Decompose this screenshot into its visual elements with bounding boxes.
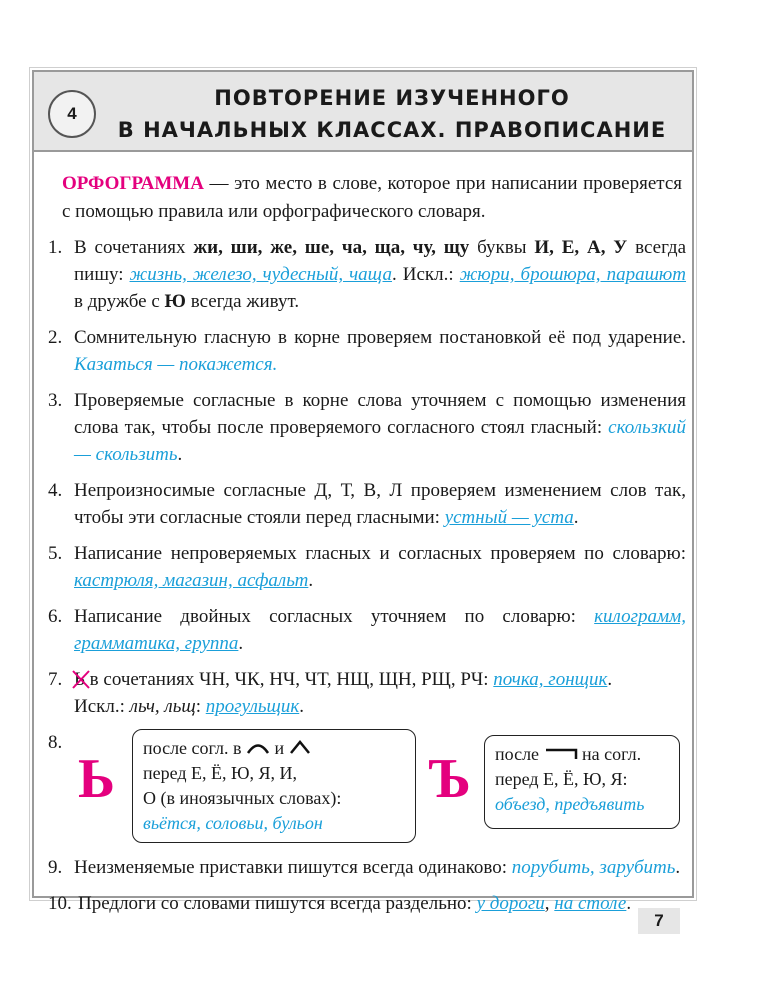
rule-number: 4. [48,480,63,501]
rule-text: Написание двойных согласных уточняем по словарю: [74,606,595,627]
example: килограмм, грамматика, группа [74,606,686,654]
hard-sign-box [484,735,680,829]
title-line-1: ПОВТОРЕНИЕ ИЗУЧЕННОГО [214,86,570,110]
rule-5 [48,540,686,594]
exception-combos: льч, льщ [129,696,196,717]
example: устный — уста [444,507,574,528]
rule-2 [48,324,686,378]
example: скользкий — скользить [74,417,686,465]
cross-mark-icon [72,668,90,690]
example: Казаться — покажется. [74,354,278,375]
punctuation: : [195,696,206,717]
card-header [34,72,692,152]
definition-paragraph [62,170,682,226]
rule-number: 2. [48,327,63,348]
box-text: после согл. в [143,738,242,758]
rules-list [48,234,686,926]
rule-9 [48,854,686,881]
rule-number: 1. [48,237,63,258]
box-text: после [495,744,540,764]
exceptions-label: Искл.: [74,696,130,717]
title-line-2: В НАЧАЛЬНЫХ КЛАССАХ. ПРАВОПИСАНИЕ [117,118,667,142]
term: ОРФОГРАММА [62,173,204,194]
letter-combos: жи, ши, же, ше, ча, ща, чу, щу [193,237,470,258]
rule-3 [48,387,686,468]
hard-line-1 [495,742,669,767]
example: на столе [554,893,627,914]
example: почка, гонщик [493,669,608,690]
rule-text: Непроизносимые согласные Д, Т, В, Л проверяем изменением слов так, чтобы эти согласные стояли перед гласными: [74,480,686,528]
vowel-letters: И, Е, А, У [534,237,628,258]
page-number: 7 [638,908,680,934]
rule-1 [48,234,686,315]
rule-4 [48,477,686,531]
crossed-soft-sign [74,666,85,693]
rule-text: всегда живут. [185,291,300,312]
rule-text: Сомнительную гласную в корне проверяем постановкой её под ударение. [74,327,686,348]
rule-number: 9. [48,857,63,878]
rule-number: 8. [48,732,63,753]
soft-sign-glyph: Ь [78,748,116,810]
exceptions: жюри, брошюра, парашют [459,264,687,285]
rule-text: В сочетаниях [74,237,194,258]
punctuation: . [675,857,681,878]
soft-line-2: перед Е, Ё, Ю, Я, И, [143,763,298,783]
box-text: на согл. [582,744,642,764]
rule-text: Написание непроверяемых гласных и согласных проверяем по словарю: [74,543,686,564]
punctuation: , [544,893,555,914]
rule-6 [48,603,686,657]
page-title [102,82,682,146]
rule-text: Неизменяемые приставки пишутся всегда одинаково: [74,857,512,878]
hard-line-2: перед Е, Ё, Ю, Я: [495,769,628,789]
card-content [34,152,692,914]
crossed-letter: Ь [74,669,85,690]
rule-text: Предлоги со словами пишутся всегда раздельно: [78,893,477,914]
letter-yu: Ю [164,291,186,312]
rule-10 [48,890,686,917]
rule-card [32,70,694,914]
punctuation: . [299,696,304,717]
rule-number: 3. [48,390,63,411]
soft-sign-box [132,729,416,843]
punctuation: . [177,444,183,465]
punctuation: . [626,893,632,914]
rule-text: Проверяемые согласные в корне слова уточняем с помощью изменения слова так, чтобы после проверяемого согласного стоял гласный: [74,390,686,438]
caret-ending-icon [289,740,311,754]
prefix-mark-icon [544,748,578,760]
definition-text: — это место в слове, которое при написании проверяется с помощью правила или орфографического словаря. [62,173,682,222]
rule-text: всегда пишу: [74,237,687,285]
rule-number: 6. [48,606,63,627]
soft-line-3: О (в иноязычных словах): [143,788,342,808]
punctuation: . [238,633,244,654]
example: у дороги [476,893,545,914]
rule-7 [48,666,686,720]
section-number-badge: 4 [48,90,96,138]
rule-text: в дружбе с [74,291,165,312]
rule-text: в сочетаниях ЧН, ЧК, НЧ, ЧТ, НЩ, ЩН, РЩ, РЧ: [84,669,494,690]
punctuation: . [607,669,613,690]
rule-text: буквы [469,237,535,258]
rule-number: 5. [48,543,63,564]
arc-root-icon [246,740,270,754]
rule-number: 10. [48,893,72,914]
rule-text: . Искл.: [392,264,460,285]
hard-examples: объезд, предъявить [495,794,645,814]
punctuation: . [573,507,579,528]
example: кастрюля, магазин, асфальт [74,570,309,591]
rule-number: 7. [48,669,63,690]
box-text: и [274,738,285,758]
rule-8 [48,729,686,845]
soft-examples: вьётся, соловьи, бульон [143,813,323,833]
hard-sign-glyph: Ъ [428,748,471,810]
soft-line-1 [143,736,405,761]
example: порубить, зарубить [511,857,676,878]
examples: жизнь, железо, чудесный, чаща [129,264,393,285]
punctuation: . [308,570,314,591]
exception-example: прогульщик [205,696,300,717]
